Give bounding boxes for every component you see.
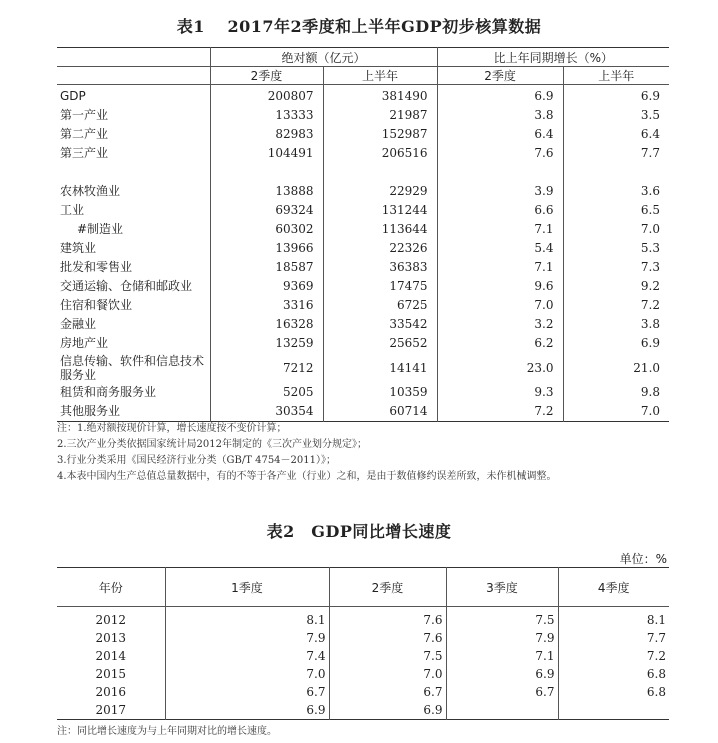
- cell-growth-h1: 3.6: [563, 182, 669, 201]
- table-row: [57, 683, 669, 701]
- cell-year: 2016: [95, 685, 127, 699]
- cell-abs-h1: 22929: [323, 182, 437, 201]
- table-row: [57, 353, 669, 383]
- cell-abs-h1: 10359: [323, 383, 437, 402]
- cell-growth-q2: 9.6: [437, 277, 563, 296]
- cell-abs-q2: 7212: [210, 353, 323, 383]
- row-name: 住宿和餐饮业: [60, 298, 133, 312]
- cell-abs-h1: 21987: [323, 106, 437, 125]
- cell-abs-h1: 152987: [323, 125, 437, 144]
- cell-year: 2015: [95, 667, 127, 681]
- cell-abs-h1: 22326: [323, 239, 437, 258]
- cell-q4: 6.8: [558, 665, 669, 683]
- cell-q4: 8.1: [558, 607, 669, 630]
- spacer-row: [57, 163, 669, 182]
- cell-q4: 6.8: [558, 683, 669, 701]
- cell-growth-q2: 7.1: [437, 220, 563, 239]
- cell-abs-q2: 104491: [210, 144, 323, 163]
- row-name: 建筑业: [60, 241, 97, 255]
- cell-abs-h1: 14141: [323, 353, 437, 383]
- header-absolute-value: 绝对额（亿元）: [210, 48, 437, 67]
- cell-growth-q2: 6.4: [437, 125, 563, 144]
- table-row: [57, 315, 669, 334]
- cell-abs-h1: 36383: [323, 258, 437, 277]
- cell-q2: 7.5: [329, 647, 446, 665]
- cell-abs-q2: 5205: [210, 383, 323, 402]
- cell-abs-h1: 131244: [323, 201, 437, 220]
- cell-q2: 7.6: [329, 607, 446, 630]
- cell-year: 2012: [95, 613, 127, 627]
- table-row: [57, 647, 669, 665]
- cell-q1: 7.9: [165, 629, 329, 647]
- table-row: [57, 701, 669, 720]
- table-row: [57, 125, 669, 144]
- row-name: 第三产业: [60, 146, 109, 160]
- cell-abs-h1: 60714: [323, 402, 437, 422]
- header-q4: 4季度: [558, 568, 669, 607]
- cell-growth-h1: 5.3: [563, 239, 669, 258]
- cell-growth-q2: 7.1: [437, 258, 563, 277]
- cell-growth-h1: 6.5: [563, 201, 669, 220]
- row-name: #制造业: [77, 222, 124, 236]
- cell-abs-q2: 13333: [210, 106, 323, 125]
- row-name: 批发和零售业: [60, 260, 133, 274]
- header-growth-h1: 上半年: [563, 67, 669, 85]
- cell-abs-q2: 3316: [210, 296, 323, 315]
- table-row: [57, 383, 669, 402]
- table-row: [57, 277, 669, 296]
- cell-abs-q2: 30354: [210, 402, 323, 422]
- cell-abs-q2: 13259: [210, 334, 323, 353]
- note-3: 3.行业分类采用《国民经济行业分类（GB/T 4754－2011）》；: [57, 455, 336, 466]
- cell-growth-h1: 6.9: [563, 85, 669, 107]
- cell-growth-q2: 3.9: [437, 182, 563, 201]
- cell-growth-h1: 7.7: [563, 144, 669, 163]
- cell-growth-q2: 7.2: [437, 402, 563, 422]
- cell-abs-q2: 13888: [210, 182, 323, 201]
- row-name: 信息传输、软件和信息技术服务业: [60, 354, 205, 382]
- table-row: [57, 182, 669, 201]
- table-row: [57, 607, 669, 630]
- header-abs-h1: 上半年: [323, 67, 437, 85]
- cell-q2: 7.0: [329, 665, 446, 683]
- table-row: [57, 220, 669, 239]
- note-1: 注：1.绝对额按现价计算，增长速度按不变价计算；: [57, 423, 287, 434]
- cell-growth-h1: 3.5: [563, 106, 669, 125]
- gdp-growth-table: [57, 567, 669, 720]
- cell-q1: 7.4: [165, 647, 329, 665]
- row-name: 第二产业: [60, 127, 109, 141]
- table-row: [57, 629, 669, 647]
- cell-q3: [446, 701, 558, 720]
- header-q3: 3季度: [446, 568, 558, 607]
- cell-q3: 7.5: [446, 607, 558, 630]
- cell-q1: 6.7: [165, 683, 329, 701]
- header-q1: 1季度: [165, 568, 329, 607]
- table-row: [57, 665, 669, 683]
- header-year: 年份: [57, 568, 165, 607]
- cell-growth-h1: 7.2: [563, 296, 669, 315]
- table1-title: 表1 2017年2季度和上半年GDP初步核算数据: [176, 17, 542, 36]
- cell-growth-h1: 6.4: [563, 125, 669, 144]
- cell-growth-q2: 6.6: [437, 201, 563, 220]
- row-name: 其他服务业: [60, 404, 121, 418]
- cell-growth-h1: 9.8: [563, 383, 669, 402]
- header-growth-q2: 2季度: [437, 67, 563, 85]
- cell-abs-h1: 381490: [323, 85, 437, 107]
- cell-abs-q2: 82983: [210, 125, 323, 144]
- cell-abs-q2: 16328: [210, 315, 323, 334]
- note-4: 4.本表中国内生产总值总量数据中，有的不等于各产业（行业）之和，是由于数值修约误差所致，未作机械调整。: [57, 471, 557, 482]
- cell-abs-h1: 25652: [323, 334, 437, 353]
- note-2: 2.三次产业分类依据国家统计局2012年制定的《三次产业划分规定》；: [57, 439, 367, 450]
- table-row: [57, 201, 669, 220]
- row-name: 农林牧渔业: [60, 184, 121, 198]
- row-name: 交通运输、仓储和邮政业: [60, 279, 193, 293]
- header-q2: 2季度: [329, 568, 446, 607]
- cell-abs-h1: 6725: [323, 296, 437, 315]
- row-name: 租赁和商务服务业: [60, 385, 157, 399]
- cell-abs-q2: 13966: [210, 239, 323, 258]
- header-empty: [57, 48, 210, 67]
- cell-q1: 7.0: [165, 665, 329, 683]
- table-row: [57, 85, 669, 107]
- table-row: [57, 258, 669, 277]
- cell-abs-q2: 200807: [210, 85, 323, 107]
- cell-growth-h1: 21.0: [563, 353, 669, 383]
- table-row: [57, 239, 669, 258]
- cell-q3: 7.1: [446, 647, 558, 665]
- header-abs-q2: 2季度: [210, 67, 323, 85]
- cell-abs-h1: 206516: [323, 144, 437, 163]
- cell-q2: 6.9: [329, 701, 446, 720]
- cell-year: 2017: [95, 703, 127, 717]
- cell-abs-q2: 60302: [210, 220, 323, 239]
- row-name: 房地产业: [60, 336, 109, 350]
- cell-growth-q2: 5.4: [437, 239, 563, 258]
- row-name: 第一产业: [60, 108, 109, 122]
- cell-growth-h1: 7.3: [563, 258, 669, 277]
- cell-growth-q2: 9.3: [437, 383, 563, 402]
- cell-growth-q2: 6.2: [437, 334, 563, 353]
- cell-growth-q2: 7.6: [437, 144, 563, 163]
- table-row: [57, 296, 669, 315]
- cell-growth-h1: 7.0: [563, 402, 669, 422]
- cell-q4: [558, 701, 669, 720]
- cell-growth-q2: 3.2: [437, 315, 563, 334]
- header-empty: [57, 67, 210, 85]
- cell-q3: 6.7: [446, 683, 558, 701]
- cell-year: 2014: [95, 649, 127, 663]
- cell-q1: 8.1: [165, 607, 329, 630]
- table-row: [57, 334, 669, 353]
- cell-q2: 6.7: [329, 683, 446, 701]
- cell-year: 2013: [95, 631, 127, 645]
- table2-note: 注：同比增长速度为与上年同期对比的增长速度。: [57, 726, 277, 737]
- row-name: GDP: [60, 89, 86, 103]
- cell-growth-q2: 23.0: [437, 353, 563, 383]
- cell-growth-q2: 6.9: [437, 85, 563, 107]
- cell-growth-h1: 3.8: [563, 315, 669, 334]
- cell-growth-h1: 9.2: [563, 277, 669, 296]
- table-row: [57, 106, 669, 125]
- cell-growth-h1: 7.0: [563, 220, 669, 239]
- row-name: 金融业: [60, 317, 97, 331]
- cell-growth-q2: 3.8: [437, 106, 563, 125]
- cell-q2: 7.6: [329, 629, 446, 647]
- cell-q3: 7.9: [446, 629, 558, 647]
- row-name: 工业: [60, 203, 85, 217]
- cell-abs-q2: 9369: [210, 277, 323, 296]
- unit-label: 单位：%: [619, 552, 667, 566]
- cell-q4: 7.7: [558, 629, 669, 647]
- cell-abs-q2: 69324: [210, 201, 323, 220]
- cell-abs-q2: 18587: [210, 258, 323, 277]
- cell-q1: 6.9: [165, 701, 329, 720]
- cell-abs-h1: 113644: [323, 220, 437, 239]
- table2-title: 表2 GDP同比增长速度: [266, 522, 452, 541]
- table1-notes: [57, 421, 669, 485]
- table-row: [57, 402, 669, 422]
- cell-growth-q2: 7.0: [437, 296, 563, 315]
- cell-q4: 7.2: [558, 647, 669, 665]
- cell-abs-h1: 33542: [323, 315, 437, 334]
- gdp-preliminary-table: [57, 47, 669, 422]
- cell-growth-h1: 6.9: [563, 334, 669, 353]
- cell-q3: 6.9: [446, 665, 558, 683]
- header-growth-rate: 比上年同期增长（%）: [437, 48, 669, 67]
- cell-abs-h1: 17475: [323, 277, 437, 296]
- table-row: [57, 144, 669, 163]
